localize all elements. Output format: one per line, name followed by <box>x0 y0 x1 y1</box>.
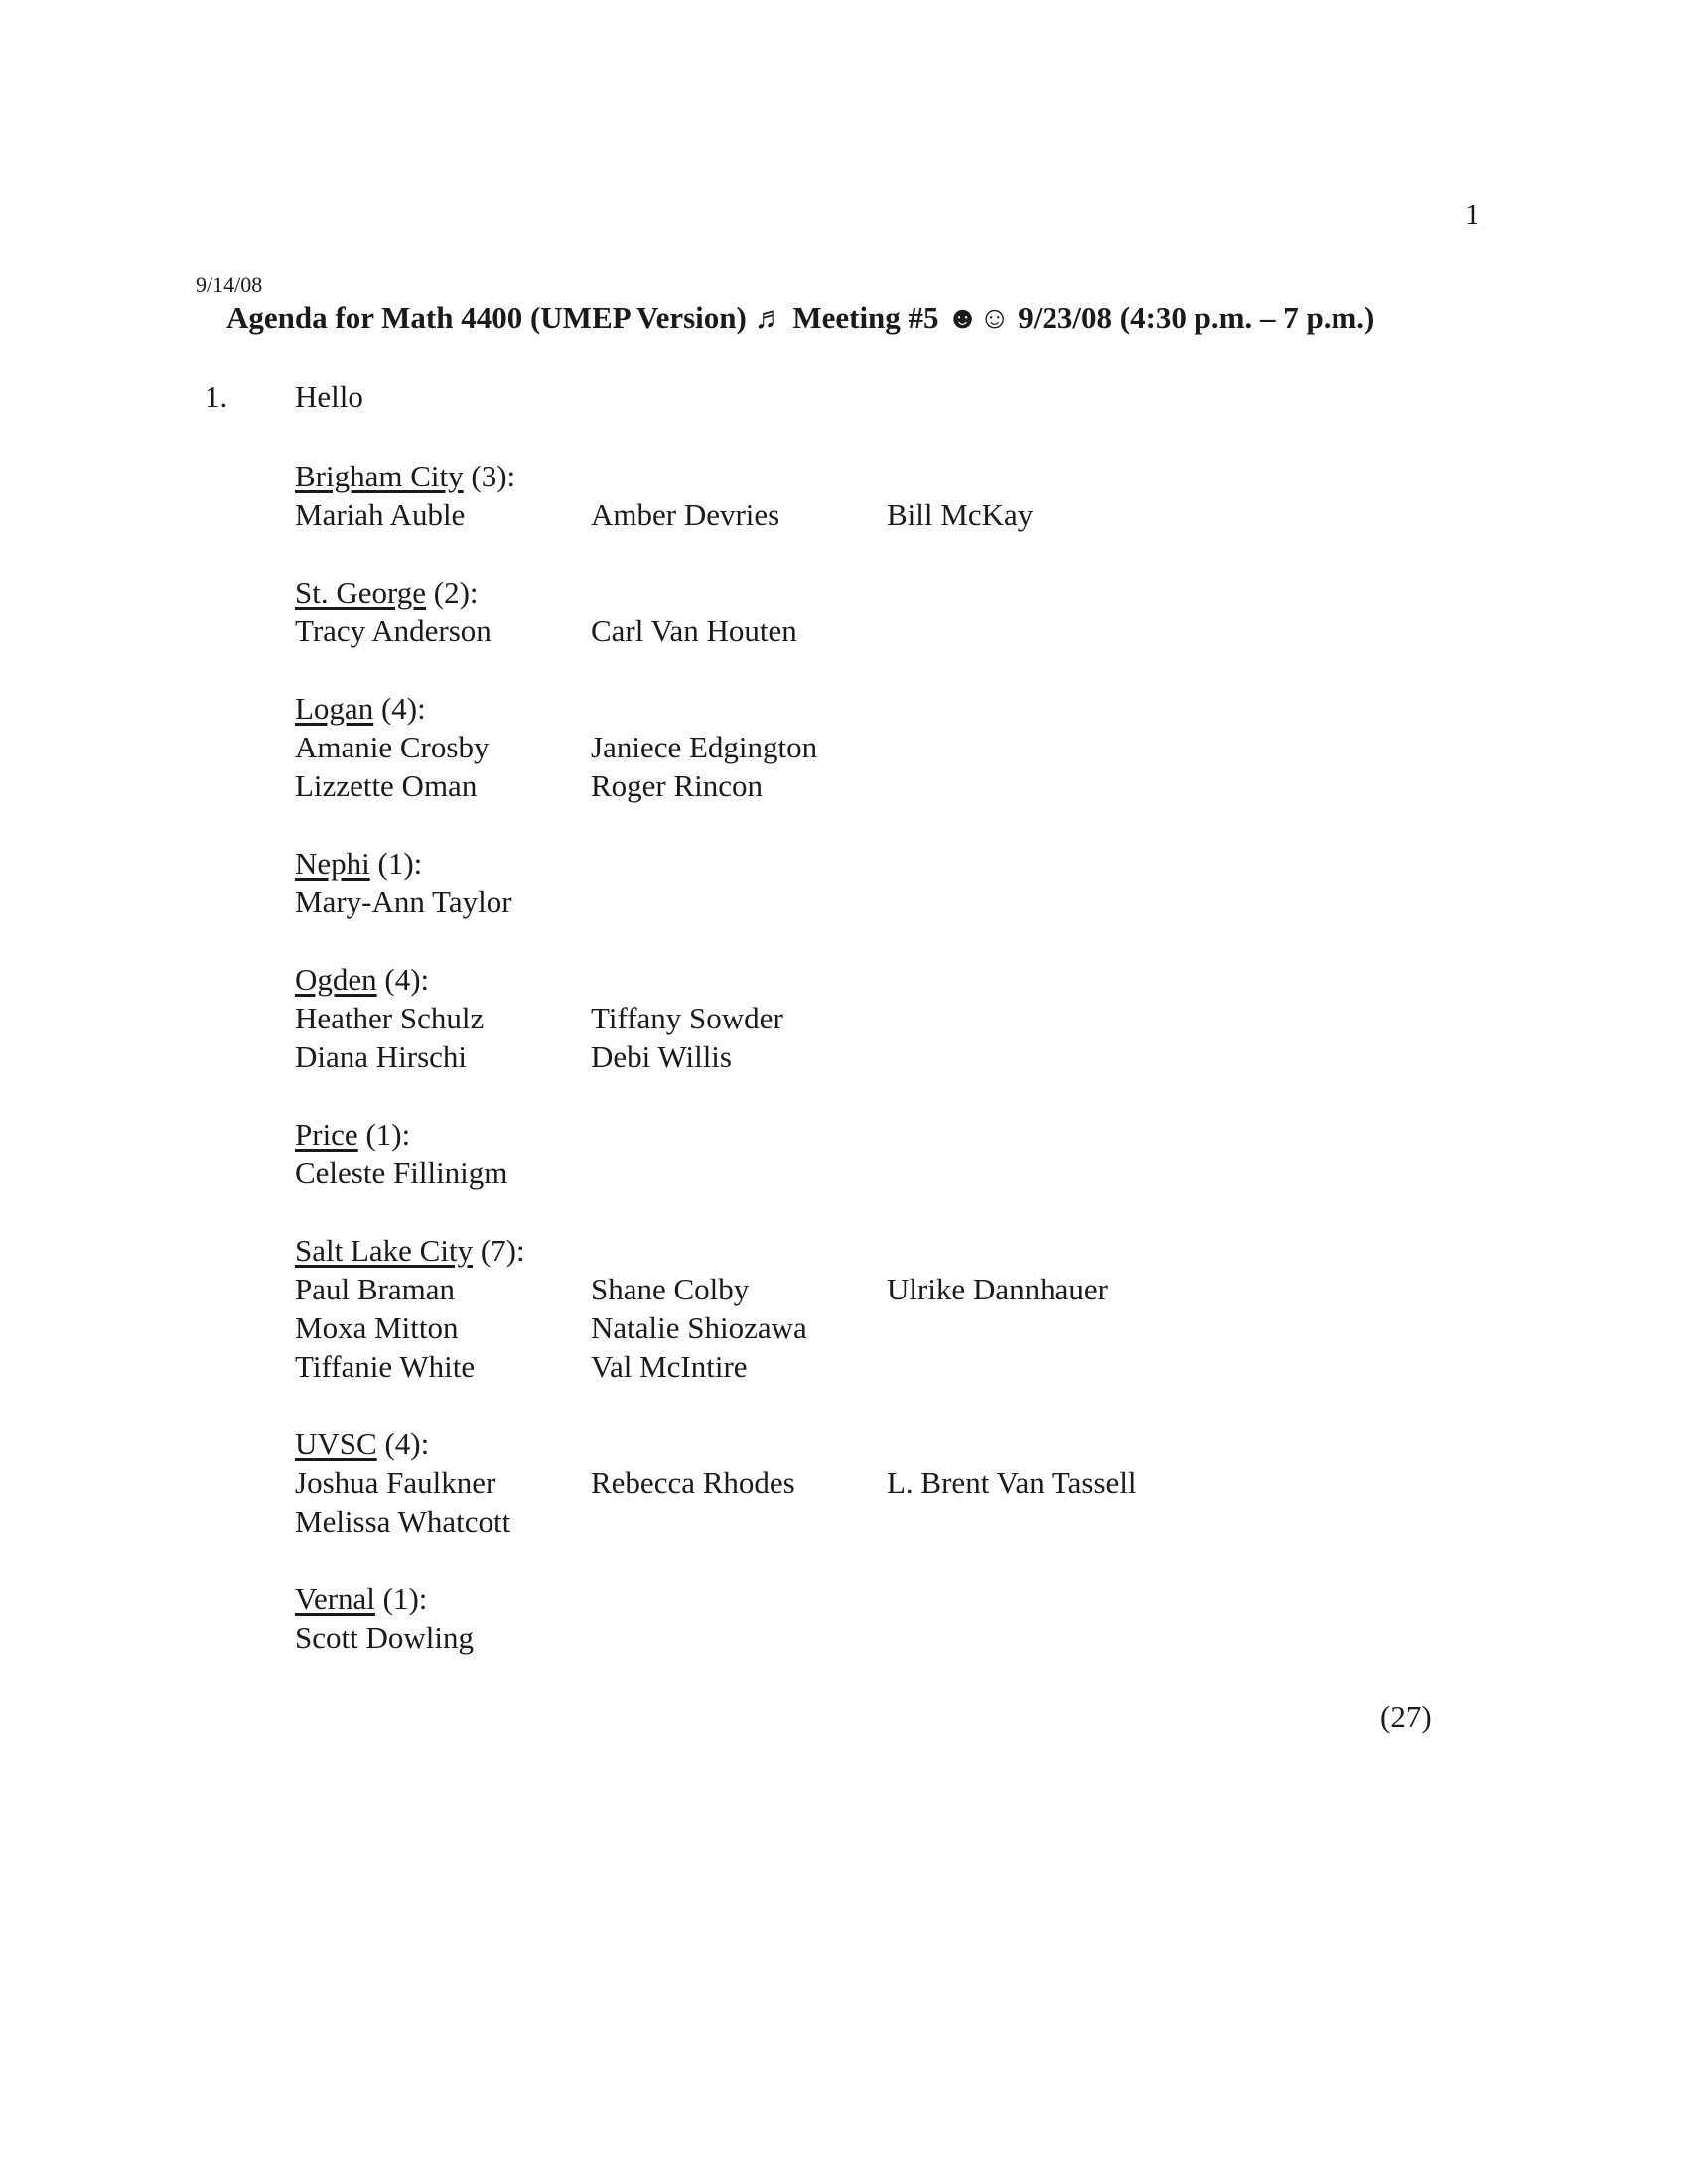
student-name <box>887 766 1183 805</box>
name-row <box>295 612 1387 650</box>
student-name: Bill McKay <box>887 497 1034 532</box>
document-date: 9/14/08 <box>196 272 263 297</box>
name-row <box>295 1308 1387 1347</box>
site-heading <box>295 1231 1387 1270</box>
agenda-title: Agenda for Math 4400 (UMEP Version) ♬ Meeting #5 ☻☺ 9/23/08 (4:30 p.m. – 7 p.m.) <box>226 300 1375 335</box>
site-count: (4): <box>376 962 430 997</box>
attendee-total: (27) <box>1380 1700 1432 1734</box>
name-row <box>295 1154 1387 1192</box>
site-name: Brigham City <box>295 459 464 493</box>
student-name: Natalie Shiozawa <box>591 1310 807 1345</box>
student-name <box>887 1347 1183 1386</box>
name-row <box>295 1463 1387 1502</box>
page-number: 1 <box>1465 199 1479 231</box>
student-name: Ulrike Dannhauer <box>887 1272 1108 1306</box>
student-name <box>591 1502 887 1541</box>
site-heading <box>295 1115 1387 1154</box>
name-row <box>295 1347 1387 1386</box>
student-name: Diana Hirschi <box>295 1039 468 1074</box>
student-name: Shane Colby <box>591 1272 750 1306</box>
site-count: (3): <box>463 459 516 493</box>
site-count: (7): <box>473 1233 525 1268</box>
student-name: Joshua Faulkner <box>295 1465 496 1500</box>
student-name <box>887 1154 1183 1192</box>
student-name <box>887 1037 1183 1076</box>
site-heading <box>295 844 1387 883</box>
student-name: Tracy Anderson <box>295 614 492 648</box>
student-name: Val McIntire <box>591 1349 748 1384</box>
site-group <box>295 457 1387 534</box>
student-name: Paul Braman <box>295 1272 455 1306</box>
site-group <box>295 1425 1387 1541</box>
site-group <box>295 844 1387 921</box>
student-name: Amber Devries <box>591 497 780 532</box>
student-name: Moxa Mitton <box>295 1310 459 1345</box>
name-row <box>295 999 1387 1037</box>
student-name <box>887 1502 1183 1541</box>
name-row <box>295 1502 1387 1541</box>
name-row <box>295 766 1387 805</box>
student-name: Tiffany Sowder <box>591 1001 783 1035</box>
student-name: Tiffanie White <box>295 1349 476 1384</box>
student-name: Melissa Whatcott <box>295 1504 511 1539</box>
site-heading <box>295 573 1387 612</box>
site-name: Logan <box>295 691 374 726</box>
name-row <box>295 883 1387 921</box>
student-name: Carl Van Houten <box>591 614 797 648</box>
agenda-item-title: Hello <box>295 379 363 414</box>
site-count: (4): <box>373 691 426 726</box>
site-name: Vernal <box>295 1581 375 1616</box>
student-name <box>591 883 887 921</box>
student-name: Janiece Edgington <box>591 730 818 764</box>
student-name: L. Brent Van Tassell <box>887 1465 1137 1500</box>
student-name: Scott Dowling <box>295 1620 474 1655</box>
site-count: (1): <box>357 1117 411 1152</box>
name-row <box>295 1618 1387 1657</box>
student-name: Celeste Fillinigm <box>295 1156 508 1190</box>
site-name: Ogden <box>295 962 377 997</box>
site-name: UVSC <box>295 1427 377 1461</box>
site-roster <box>295 457 1387 1696</box>
site-count: (1): <box>374 1581 428 1616</box>
site-heading <box>295 689 1387 728</box>
student-name <box>887 883 1183 921</box>
student-name <box>887 728 1183 766</box>
site-heading <box>295 1579 1387 1618</box>
student-name <box>591 1618 887 1657</box>
site-group <box>295 689 1387 805</box>
name-row <box>295 728 1387 766</box>
site-name: Nephi <box>295 846 370 881</box>
student-name: Mary-Ann Taylor <box>295 885 512 919</box>
agenda-item-number: 1. <box>205 379 228 414</box>
site-heading <box>295 960 1387 999</box>
student-name: Rebecca Rhodes <box>591 1465 795 1500</box>
student-name: Debi Willis <box>591 1039 732 1074</box>
site-count: (2): <box>426 575 479 610</box>
student-name <box>591 1154 887 1192</box>
name-row <box>295 495 1387 534</box>
student-name <box>887 1308 1183 1347</box>
student-name <box>887 1618 1183 1657</box>
student-name: Amanie Crosby <box>295 730 490 764</box>
name-row <box>295 1037 1387 1076</box>
student-name: Roger Rincon <box>591 768 764 803</box>
site-group <box>295 960 1387 1076</box>
student-name: Heather Schulz <box>295 1001 485 1035</box>
site-heading <box>295 457 1387 495</box>
site-group <box>295 1115 1387 1192</box>
site-name: Salt Lake City <box>295 1233 474 1268</box>
student-name: Mariah Auble <box>295 497 466 532</box>
student-name <box>887 999 1183 1037</box>
site-name: St. George <box>295 575 427 610</box>
site-count: (1): <box>369 846 423 881</box>
site-count: (4): <box>376 1427 430 1461</box>
site-group <box>295 1579 1387 1657</box>
site-group <box>295 573 1387 650</box>
student-name <box>887 612 1183 650</box>
student-name: Lizzette Oman <box>295 768 478 803</box>
site-group <box>295 1231 1387 1386</box>
site-name: Price <box>295 1117 358 1152</box>
name-row <box>295 1270 1387 1308</box>
site-heading <box>295 1425 1387 1463</box>
